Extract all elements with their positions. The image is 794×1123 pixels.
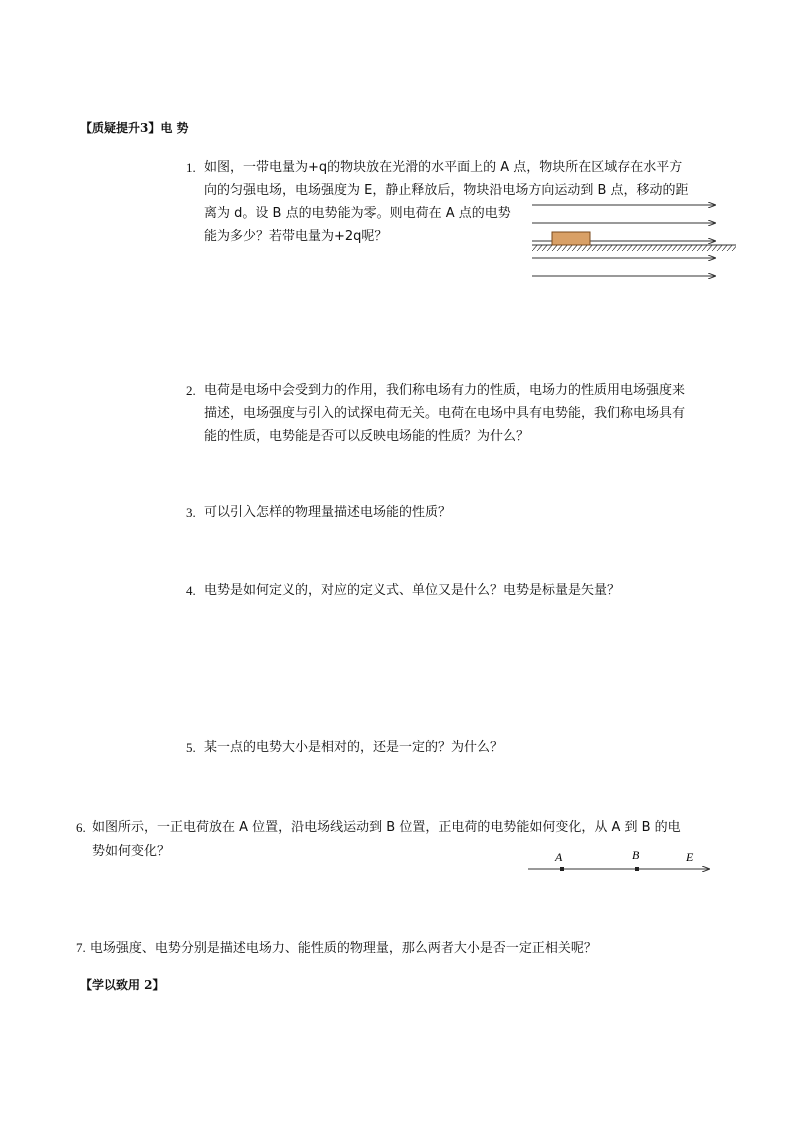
label-e: E (686, 850, 694, 864)
question-5-text: 某一点的电势大小是相对的，还是一定的？为什么？ (204, 740, 504, 755)
label-b: B (632, 848, 640, 862)
question-1-line-4: 能为多少？若带电量为+2q呢？ (204, 229, 388, 244)
question-2-line-2: 描述，电场强度与引入的试探电荷无关。电荷在电场中具有电势能，我们称电场具有 (204, 406, 686, 421)
question-6-number: 6. (76, 820, 86, 835)
question-1-line-3: 离为 d。设 B 点的电势能为零。则电荷在 A 点的电势 (204, 206, 511, 221)
question-6-line-2: 势如何变化？ (92, 844, 171, 859)
question-1-line-2: 向的匀强电场，电场强度为 E，静止释放后，物块沿电场方向运动到 B 点，移动的距 (204, 183, 689, 198)
point-b-marker (635, 867, 639, 871)
question-2-line-1: 电荷是电场中会受到力的作用，我们称电场有力的性质，电场力的性质用电场强度来 (204, 383, 686, 398)
question-4-number: 4. (186, 583, 196, 598)
question-1-figure (528, 196, 740, 286)
question-2-line-3: 能的性质，电势能是否可以反映电场能的性质？为什么？ (204, 429, 530, 444)
question-7-number: 7. (76, 940, 86, 955)
label-a: A (555, 850, 563, 864)
question-7-text: 电场强度、电势分别是描述电场力、能性质的物理量，那么两者大小是否一定正相关呢？ (89, 941, 597, 956)
question-1-line-1: 如图，一带电量为+q的物块放在光滑的水平面上的 A 点，物块所在区域存在水平方 (204, 160, 683, 175)
question-1-number: 1. (186, 160, 196, 175)
question-2-number: 2. (186, 383, 196, 398)
ground-hatch (532, 245, 736, 251)
point-a-marker (560, 867, 564, 871)
section-title-2: 【学以致用 2】 (80, 978, 165, 992)
question-6-line-1: 如图所示，一正电荷放在 A 位置，沿电场线运动到 B 位置，正电荷的电势能如何变化，从 A 到 B 的电 (92, 820, 681, 835)
question-7 (76, 937, 597, 960)
question-3-number: 3. (186, 505, 196, 520)
section-title-1: 【质疑提升3】电 势 (80, 121, 189, 135)
question-4-text: 电势是如何定义的，对应的定义式、单位又是什么？电势是标量是矢量？ (204, 583, 621, 598)
question-3-text: 可以引入怎样的物理量描述电场能的性质？ (204, 505, 452, 520)
charged-block (552, 232, 590, 245)
question-6-figure (526, 846, 716, 878)
question-5-number: 5. (186, 740, 196, 755)
